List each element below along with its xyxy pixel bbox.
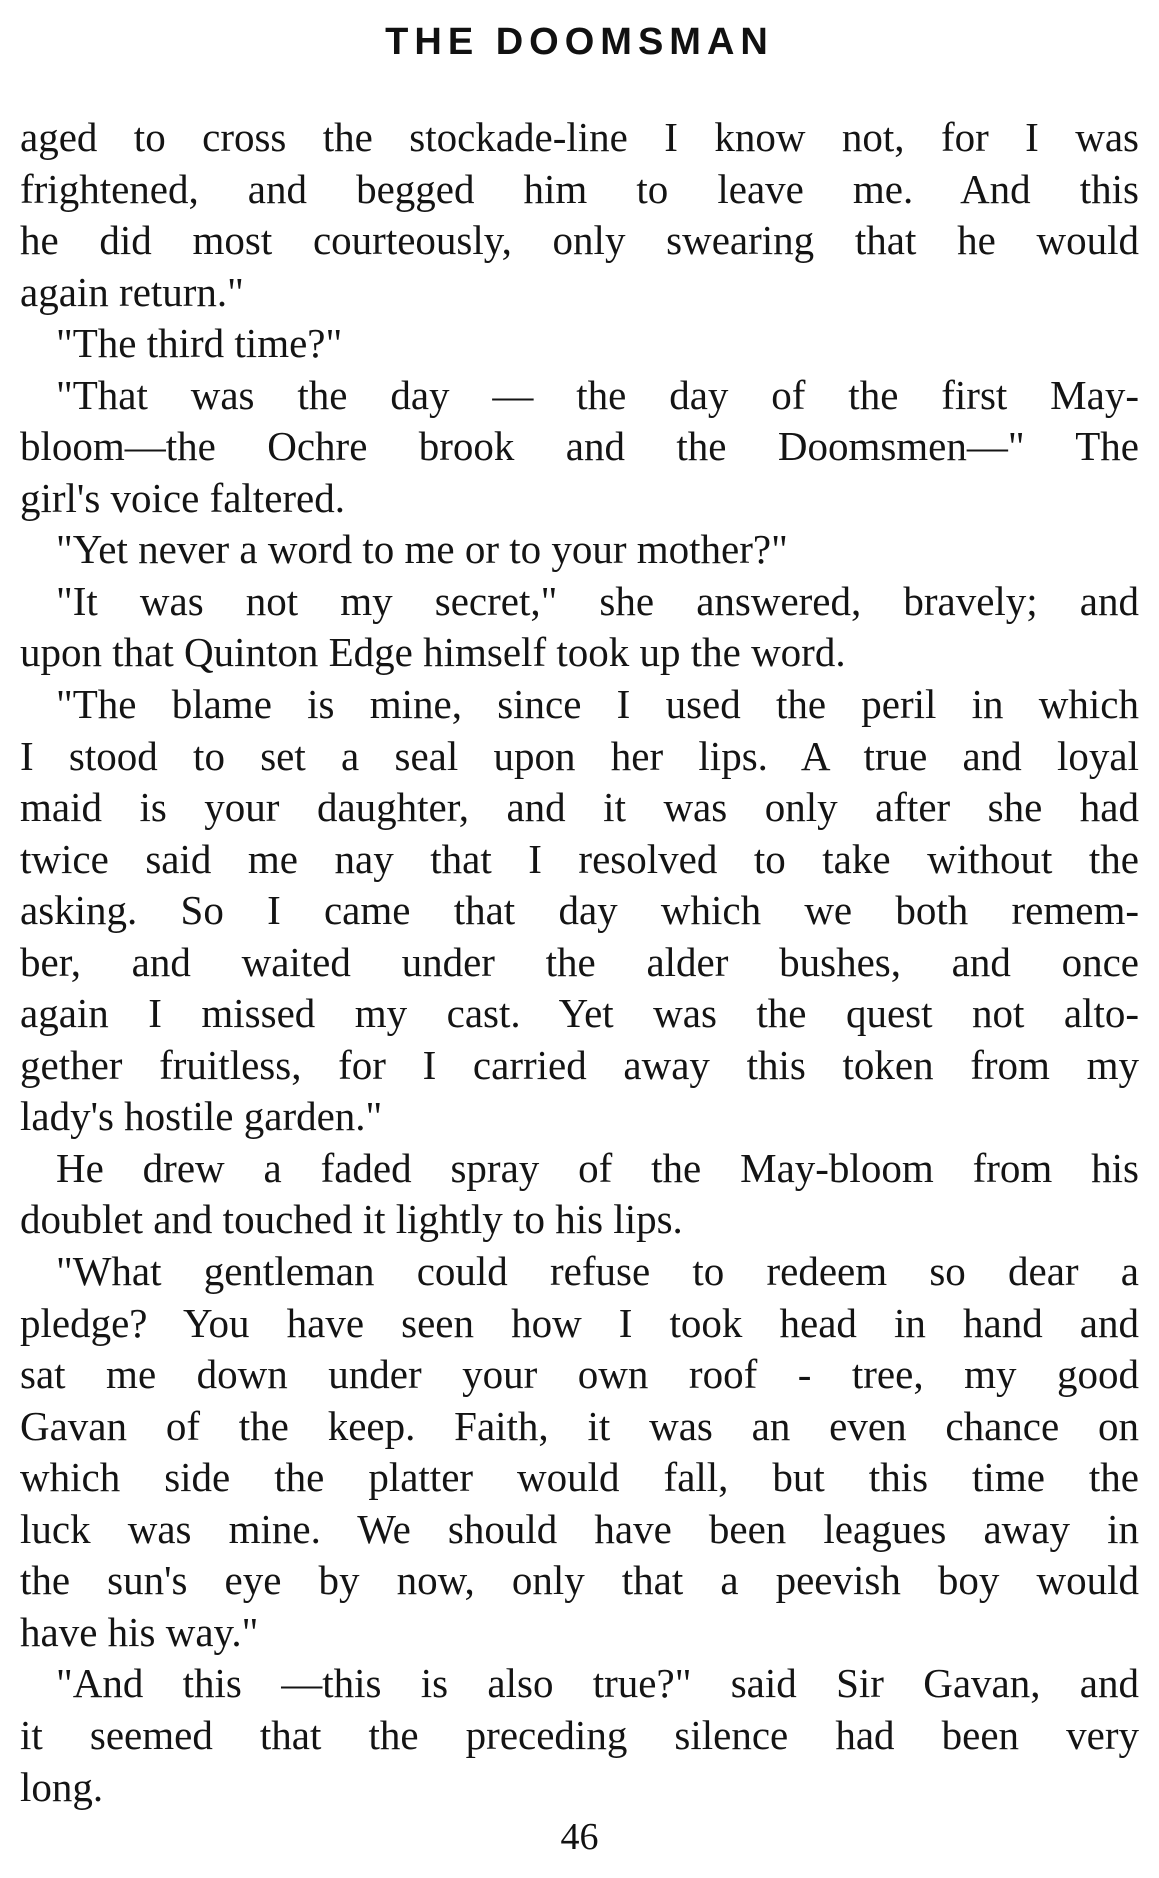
page-number: 46 (560, 1816, 599, 1858)
text-line: gether fruitless, for I carried away this token from my (20, 1041, 1139, 1088)
text-line: lady's hostile garden." (20, 1093, 383, 1140)
text-line: frightened, and begged him to leave me. And this (20, 165, 1139, 212)
text-line: aged to cross the stockade-line I know not, for I was (20, 114, 1139, 160)
text-line: sat me down under your own roof - tree, my good (20, 1351, 1139, 1398)
text-line: He drew a faded spray of the May-bloom from his (56, 1144, 1139, 1191)
text-line: bloom—the Ochre brook and the Doomsmen—" The (20, 423, 1139, 470)
text-line: long. (20, 1763, 104, 1810)
text-line: "What gentleman could refuse to redeem so dear a (56, 1248, 1139, 1295)
text-line: ber, and waited under the alder bushes, and once (20, 938, 1139, 985)
text-line: I stood to set a seal upon her lips. A true and loyal (20, 732, 1139, 779)
text-line: "The third time?" (56, 320, 343, 367)
text-line: which side the platter would fall, but this time the (20, 1454, 1139, 1501)
text-line: he did most courteously, only swearing that he would (20, 217, 1139, 264)
text-line: pledge? You have seen how I took head in hand and (20, 1299, 1139, 1346)
text-line: "The blame is mine, since I used the peril in which (56, 681, 1139, 728)
text-line: Gavan of the keep. Faith, it was an even chance on (20, 1402, 1139, 1449)
text-line: luck was mine. We should have been leagues away in (20, 1505, 1139, 1552)
text-line: "It was not my secret," she answered, bravely; and (56, 577, 1139, 624)
text-line: the sun's eye by now, only that a peevish boy would (20, 1557, 1139, 1604)
text-line: girl's voice faltered. (20, 474, 345, 521)
text-line: maid is your daughter, and it was only after she had (20, 784, 1139, 831)
text-line: upon that Quinton Edge himself took up the word. (20, 629, 846, 676)
text-line: again I missed my cast. Yet was the quest not alto- (20, 990, 1139, 1037)
text-line: twice said me nay that I resolved to take without the (20, 835, 1139, 882)
text-line: "That was the day — the day of the first May- (56, 371, 1139, 418)
text-line: doublet and touched it lightly to his lips. (20, 1196, 683, 1243)
text-line: "And this —this is also true?" said Sir Gavan, and (56, 1660, 1139, 1707)
text-line: again return." (20, 268, 244, 315)
running-head: THE DOOMSMAN (385, 21, 774, 63)
text-line: have his way." (20, 1608, 259, 1655)
body-text (20, 112, 1139, 1813)
text-line: it seemed that the preceding silence had been very (20, 1711, 1139, 1758)
text-line: asking. So I came that day which we both remem- (20, 887, 1139, 934)
text-line: "Yet never a word to me or to your mother?" (56, 526, 788, 573)
